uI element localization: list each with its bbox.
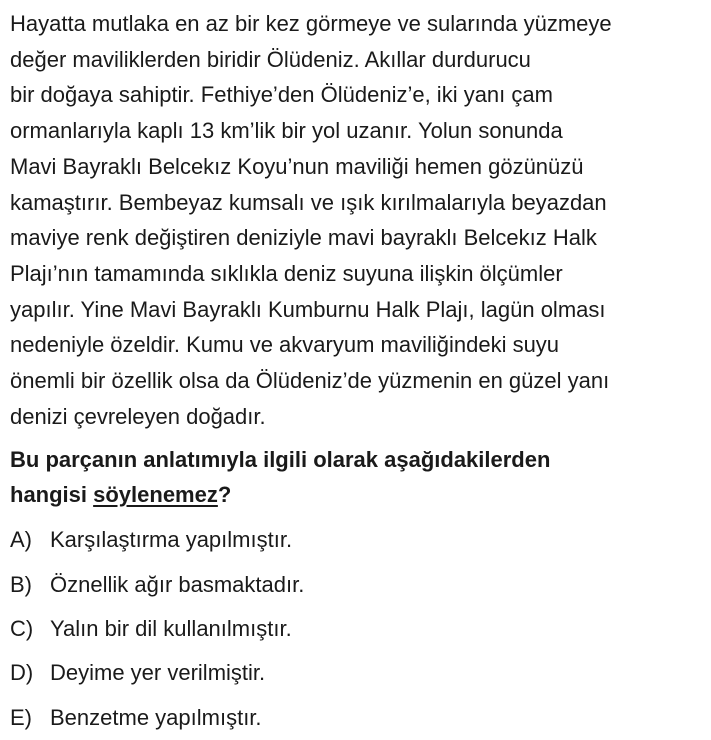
passage-line: kamaştırır. Bembeyaz kumsalı ve ışık kırılmalarıyla beyazdan	[10, 189, 607, 215]
option-letter: E)	[10, 704, 32, 730]
option-a[interactable]	[10, 518, 701, 562]
passage-line: Hayatta mutlaka en az bir kez görmeye ve sularında yüzmeye	[10, 11, 612, 36]
option-text: Karşılaştırma yapılmıştır.	[50, 527, 293, 553]
passage-line: denizi çevreleyen doğadır.	[10, 403, 266, 429]
passage-line: önemli bir özellik olsa da Ölüdeniz’de yüzmenin en güzel yanı	[10, 368, 610, 394]
passage-line: değer maviliklerden biridir Ölüdeniz. Akıllar durdurucu	[10, 46, 531, 72]
question-suffix: ?	[217, 482, 232, 508]
passage-line: Mavi Bayraklı Belcekız Koyu’nun maviliği hemen gözünüzü	[10, 153, 584, 179]
option-text: Benzetme yapılmıştır.	[50, 704, 262, 730]
option-text: Deyime yer verilmiştir.	[50, 660, 266, 686]
option-letter: C)	[10, 616, 34, 642]
question-line-1: Bu parçanın anlatımıyla ilgili olarak aşağıdakilerden	[10, 447, 551, 473]
option-c[interactable]	[10, 607, 701, 651]
option-e[interactable]	[10, 696, 701, 740]
passage-line: bir doğaya sahiptir. Fethiye’den Ölüdeniz’e, iki yanı çam	[10, 82, 553, 108]
question-underlined-word: söylenemez	[93, 482, 218, 508]
option-letter: A)	[10, 527, 32, 553]
answer-options	[10, 518, 701, 739]
question-stem	[10, 442, 701, 512]
passage-line: nedeniyle özeldir. Kumu ve akvaryum maviliğindeki suyu	[10, 332, 560, 358]
passage-line: ormanlarıyla kaplı 13 km’lik bir yol uzanır. Yolun sonunda	[10, 118, 563, 144]
option-letter: B)	[10, 571, 32, 597]
passage-line: Plajı’nın tamamında sıklıkla deniz suyuna ilişkin ölçümler	[10, 260, 563, 286]
passage-line: yapılır. Yine Mavi Bayraklı Kumburnu Halk Plajı, lagün olması	[10, 296, 606, 322]
option-letter: D)	[10, 660, 34, 686]
option-b[interactable]	[10, 563, 701, 607]
passage-line: maviye renk değiştiren deniziyle mavi bayraklı Belcekız Halk	[10, 225, 597, 251]
option-text: Yalın bir dil kullanılmıştır.	[50, 616, 292, 642]
reading-passage	[10, 6, 701, 434]
question-line-2	[10, 477, 701, 512]
question-prefix: hangisi	[10, 482, 94, 508]
option-text: Öznellik ağır basmaktadır.	[50, 571, 305, 597]
option-d[interactable]	[10, 651, 701, 695]
